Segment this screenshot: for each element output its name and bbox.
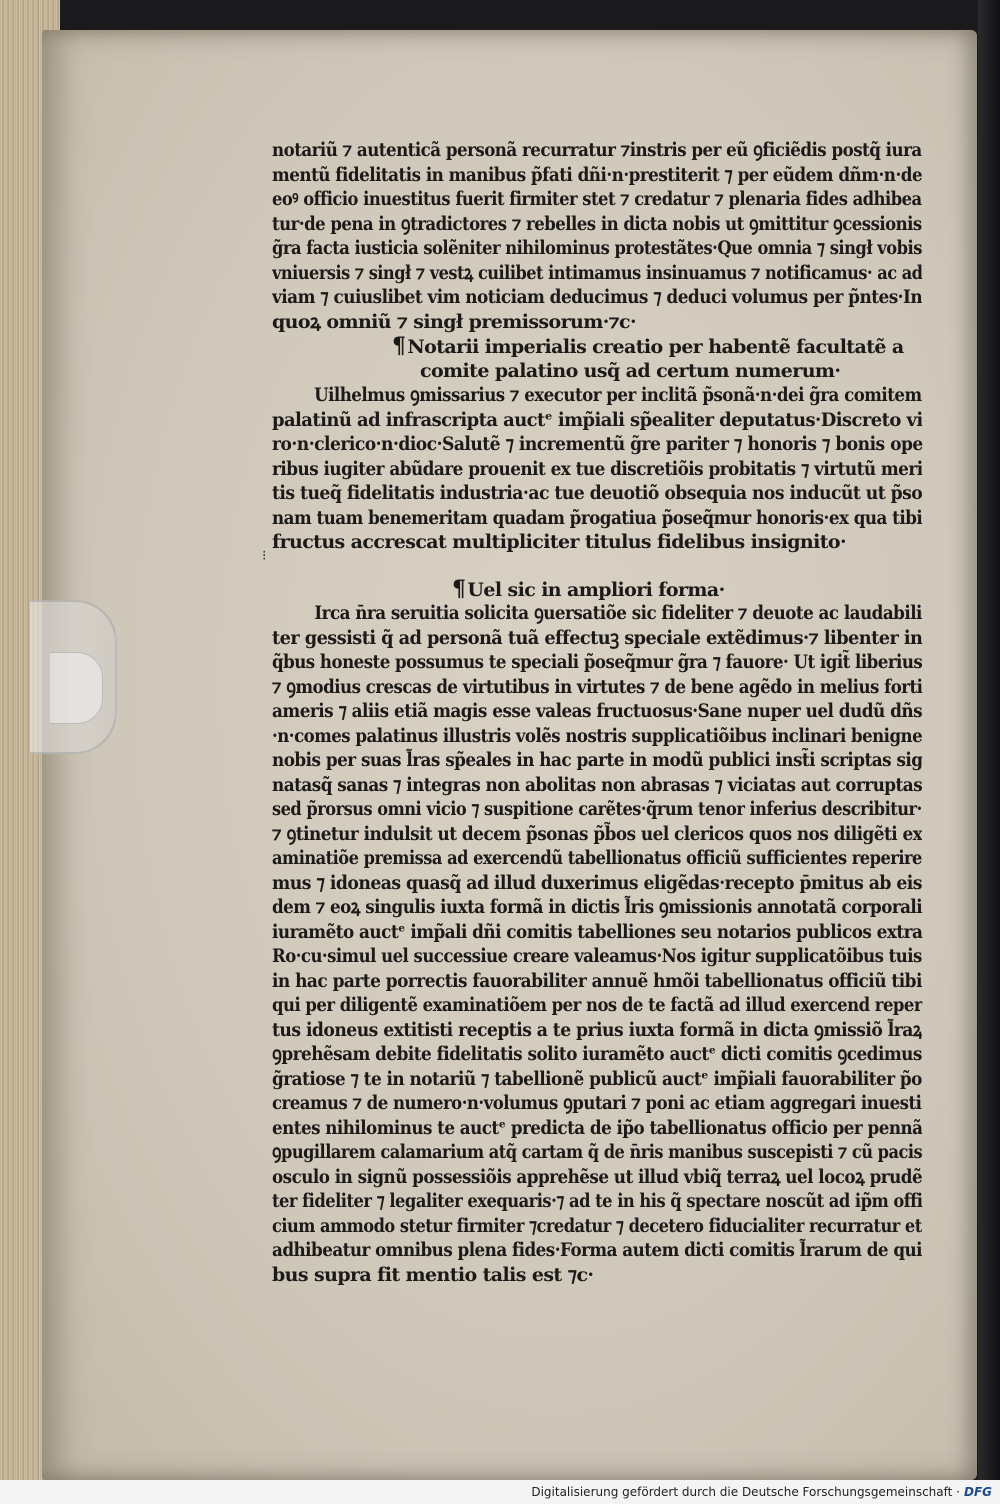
text-line: Ro·cu·simul uel successiue creare valeamus·Nos igitur supplicatõibus tuis	[272, 945, 922, 967]
text-line: mentũ fidelitatis in manibus p̃fati dñi·n·prestiterit ⁊ per eũdem dñm·n·de	[272, 163, 922, 186]
text-line: mus ⁊ idoneas quasq̃ ad illud duxerimus eligẽdas·recepto p̄mitus ab eis	[272, 871, 922, 894]
text-line: ameris ⁊ aliis etiã magis esse valeas fructuosus·Sane nuper uel dudũ dñs	[272, 700, 923, 722]
text-line: ·n·comes palatinus illustris volẽs nostris supplicatiõibus inclinari benigne	[272, 724, 923, 747]
paragraph-3	[272, 601, 922, 1287]
text-line: qui per diligentẽ examinatiõem per nos de te factã ad illud exercend reper	[272, 994, 923, 1016]
text-line: tur·de pena in ꝯtradictores ⁊ rebelles in dicta nobis ut ꝯmittitur ꝯcessionis	[272, 212, 922, 235]
text-line: ⁊ ꝯtinetur indulsit ut decem p̃sonas p̃b̃os uel clericos quos nos diligẽti ex	[272, 822, 923, 845]
text-line: cium ammodo stetur firmiter ⁊credatur ⁊ decetero fiducialiter recurratur et	[272, 1214, 922, 1237]
text-line: g̃ratiose ⁊ te in notariũ ⁊ tabellionẽ publicũ auctᵉ imp̃iali fauorabiliter p̃o	[272, 1067, 922, 1090]
text-line: ꝯpugillarem calamarium atq̃ cartam q̃ de n̄ris manibus suscepisti ⁊ cũ pacis	[272, 1141, 922, 1163]
text-line: tus idoneus extitisti receptis a te prius iuxta formã in dicta ꝯmissiõ l̃raꝝ	[272, 1018, 922, 1041]
paragraph-1	[272, 138, 922, 334]
text-line: dem ⁊ eoꝝ singulis iuxta formã in dictis l̃ris ꝯmissionis annotatã corporali	[272, 896, 923, 918]
text-line: eoꝰ officio inuestitus fuerit firmiter stet ⁊ credatur ⁊ plenaria fides adhibea	[272, 188, 922, 210]
text-line: quoꝝ omniũ ⁊ singł premissorum·⁊c·	[272, 310, 636, 333]
pilcrow-icon: ¶	[452, 576, 466, 601]
text-line: g̃ra facta iusticia solẽniter nihilominus protestãtes·Que omnia ⁊ singł vobis	[272, 237, 922, 259]
text-line: ter gessisti q̃ ad personã tuã effectuꝫ speciale extẽdimus·⁊ libenter in	[272, 626, 923, 649]
text-line: sed p̃rorsus omni vicio ⁊ suspitione carẽtes·q̃rum tenor inferius describitur·	[272, 798, 922, 820]
text-line: nam tuam benemeritam quadam p̃rogatiua p̃oseq̃mur honoris·ex qua tibi	[272, 506, 923, 529]
margin-mark: ⁝	[262, 548, 267, 564]
text-line: ribus iugiter abũdare prouenit ex tue discretiõis probitatis ⁊ virtutũ meri	[272, 457, 923, 480]
text-line: vniuersis ⁊ singł ⁊ vestꝝ cuilibet intimamus insinuamus ⁊ notificamus· ac ad	[272, 261, 923, 284]
text-line: q̃bus honeste possumus te speciali p̃oseq̃mur g̃ra ⁊ fauore· Ut igit̃ liberius	[272, 651, 922, 673]
text-line: ter fideliter ⁊ legaliter exequaris·⁊ ad te in his q̃ spectare noscũt ad ip̃m offi	[272, 1190, 923, 1212]
text-line: entes nihilominus te auctᵉ predicta de ip̃o tabellionatus officio per pennã	[272, 1116, 923, 1139]
pilcrow-icon: ¶	[392, 334, 406, 359]
text-line: natasq̃ sanas ⁊ integras non abolitas non abrasas ⁊ viciatas aut corruptas	[272, 773, 923, 796]
page-clip-inner	[50, 652, 103, 724]
text-line: osculo in signũ possessiõis apprehẽse ut illud vbiq̃ terraꝝ uel locoꝝ prudẽ	[272, 1165, 922, 1188]
text-line: viam ⁊ cuiuslibet vim noticiam deducimus ⁊ deduci volumus per p̃ntes·In	[272, 286, 922, 308]
text-line: nobis per suas l̃ras sp̃eales in hac parte in modũ publici inst̃i scriptas sig	[272, 749, 923, 771]
spacer	[272, 555, 922, 577]
heading-text: Uel sic in ampliori forma·	[467, 578, 725, 601]
text-line: bus supra fit mentio talis est ⁊c·	[272, 1263, 594, 1286]
heading-uel-sic	[272, 577, 922, 602]
text-line: Irca n̄ra seruitia solicita ꝯuersatiõe sic fideliter ⁊ deuote ac laudabili	[314, 602, 922, 624]
text-line: tis tueq̃ fidelitatis industria·ac tue deuotiõ obsequia nos inducũt ut p̃so	[272, 482, 923, 504]
text-line: Uilhelmus ꝯmissarius ⁊ executor per inclitã p̃sonã·n·dei g̃ra comitem	[314, 384, 922, 406]
text-line: in hac parte porrectis fauorabiliter annuẽ hmõi tabellionatus officiũ tibi	[272, 969, 922, 992]
text-line: adhibeatur omnibus plena fides·Forma autem dicti comitis l̃rarum de qui	[272, 1239, 923, 1261]
paragraph-2	[272, 383, 922, 555]
text-line: iuramẽto auctᵉ imp̃ali dñi comitis tabelliones seu notarios publicos extra	[272, 920, 923, 943]
text-line: ꝯprehẽsam debite fidelitatis solito iuramẽto auctᵉ dicti comitis ꝯcedimus	[272, 1043, 922, 1065]
heading-line	[272, 334, 922, 359]
text-line: aminatiõe premissa ad exercendũ tabellionatus officiũ sufficientes reperire	[272, 847, 922, 869]
printed-text-block	[272, 138, 922, 1287]
text-line: fructus accrescat multipliciter titulus fidelibus insignito·	[272, 531, 846, 553]
book-cover-edge	[978, 0, 1000, 1480]
dfg-logo: DFG	[963, 1485, 992, 1499]
text-line: notariũ ⁊ autenticã personã recurratur ⁊instris per eũ ꝯficiẽdis postq̃ iura	[272, 139, 922, 161]
heading-line: comite palatino usq̃ ad certum numerum·	[420, 359, 841, 382]
text-line: ro·n·clerico·n·dioc·Salutẽ ⁊ incrementũ g̃re pariter ⁊ honoris ⁊ bonis ope	[272, 433, 923, 455]
heading-text: Notarii imperialis creatio per habentẽ facultatẽ a	[407, 336, 904, 358]
text-line: ⁊ ꝯmodius crescas de virtutibus in virtutes ⁊ de bene agẽdo in melius forti	[272, 675, 923, 698]
text-line: creamus ⁊ de numero·n·volumus ꝯputari ⁊ poni ac etiam aggregari inuesti	[272, 1092, 922, 1114]
credit-text: Digitalisierung gefördert durch die Deutsche Forschungsgemeinschaft ·	[531, 1485, 960, 1499]
digitization-credit-bar	[0, 1480, 1000, 1504]
text-line: palatinũ ad infrascripta auctᵉ imp̃iali sp̃ealiter deputatus·Discreto vi	[272, 408, 923, 431]
heading-notarii	[272, 334, 922, 383]
